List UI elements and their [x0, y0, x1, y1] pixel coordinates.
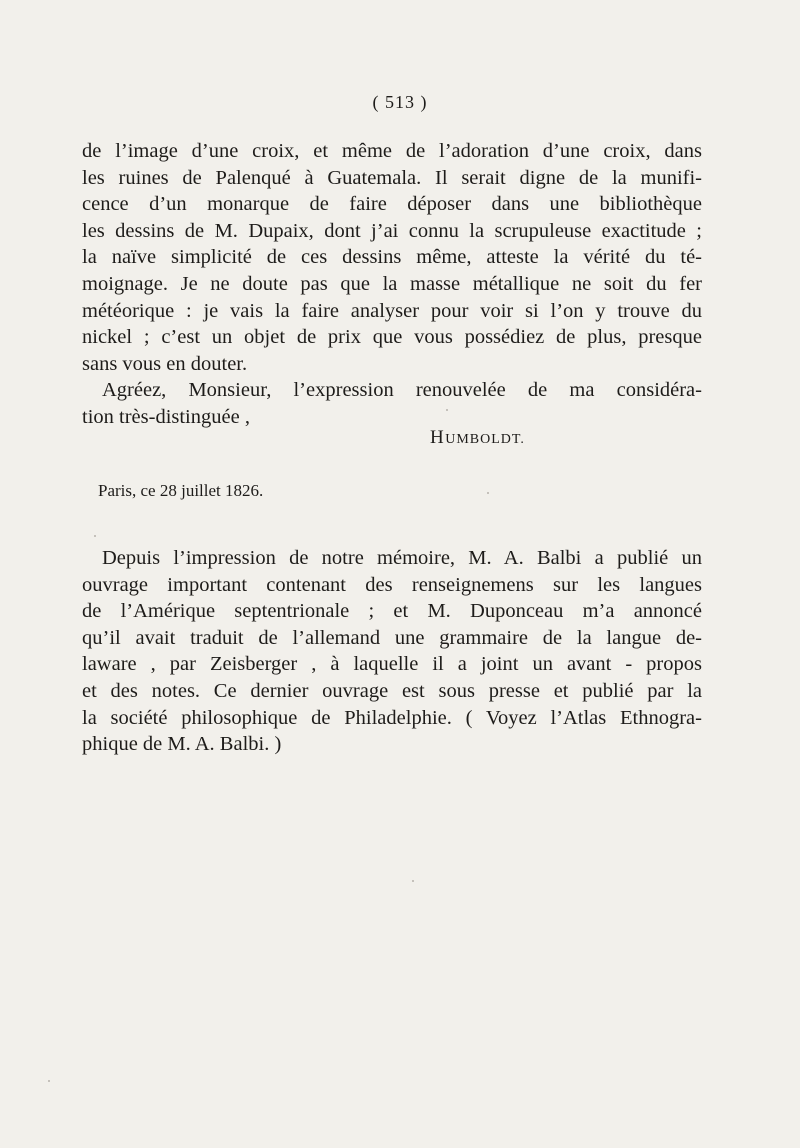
letter-line: sans vous en douter. — [82, 352, 248, 375]
letter-line: cence d’un monarque de faire déposer dans une bibliothèque — [82, 193, 702, 216]
signature-rest: UMBOLDT. — [445, 432, 525, 447]
paper-speck — [48, 1080, 50, 1082]
postscript-line: et des notes. Ce dernier ouvrage est sous presse et publié par la — [82, 679, 702, 702]
signature-initial: H — [430, 427, 446, 448]
letter-line: Agréez, Monsieur, l’expression renouvelée de ma considéra- — [102, 379, 702, 402]
letter-line: moignage. Je ne doute pas que la masse métallique ne soit du fer — [82, 272, 702, 295]
letter-line: tion très-distinguée , — [82, 405, 250, 428]
postscript-line: la société philosophique de Philadelphie. ( Voyez l’Atlas Ethnogra- — [82, 706, 702, 729]
paper-speck — [94, 535, 96, 537]
dateline: Paris, ce 28 juillet 1826. — [98, 481, 264, 500]
postscript-line: laware , par Zeisberger , à laquelle il a joint un avant - propos — [82, 653, 702, 676]
letter-line: les ruines de Palenqué à Guatemala. Il serait digne de la munifi- — [82, 166, 702, 189]
paper-speck — [446, 409, 448, 411]
letter-line: météorique : je vais la faire analyser pour voir si l’on y trouve du — [82, 299, 702, 322]
page-number: ( 513 ) — [372, 92, 428, 112]
paper-speck — [487, 492, 489, 494]
postscript-line: ouvrage important contenant des renseignemens sur les langues — [82, 573, 702, 596]
postscript — [82, 545, 702, 758]
paper-speck — [412, 880, 414, 882]
letter-body — [82, 138, 702, 431]
postscript-line: phique de M. A. Balbi. ) — [82, 733, 282, 756]
letter-line: les dessins de M. Dupaix, dont j’ai connu la scrupuleuse exactitude ; — [82, 219, 702, 242]
letter-line: nickel ; c’est un objet de prix que vous possédiez de plus, presque — [82, 326, 702, 349]
letter-line: de l’image d’une croix, et même de l’adoration d’une croix, dans — [82, 140, 702, 162]
signature — [430, 427, 525, 449]
postscript-line: qu’il avait traduit de l’allemand une grammaire de la langue de- — [82, 626, 702, 649]
postscript-line: de l’Amérique septentrionale ; et M. Duponceau m’a annoncé — [82, 600, 702, 623]
postscript-line: Depuis l’impression de notre mémoire, M. A. Balbi a publié un — [102, 547, 702, 569]
letter-line: la naïve simplicité de ces dessins même, atteste la vérité du té- — [82, 246, 702, 269]
